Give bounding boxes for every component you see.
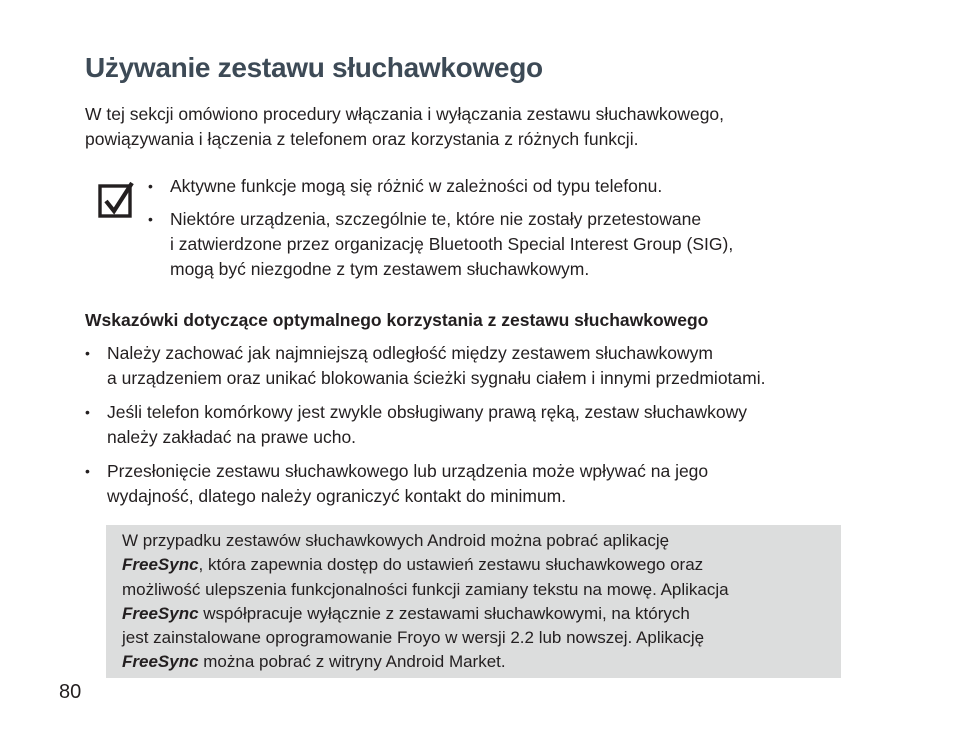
note-list <box>148 174 868 282</box>
info-line: FreeSync można pobrać z witryny Android Market. <box>122 652 506 672</box>
check-box-icon <box>98 180 134 218</box>
intro-line: W tej sekcji omówiono procedury włączania i wyłączania zestawu słuchawkowego, <box>85 104 725 124</box>
intro-paragraph <box>85 102 885 152</box>
tips-heading: Wskazówki dotyczące optymalnego korzystania z zestawu słuchawkowego <box>85 310 709 330</box>
freesync-brand: FreeSync <box>122 652 199 672</box>
freesync-brand: FreeSync <box>122 555 199 575</box>
freesync-brand: FreeSync <box>122 603 199 623</box>
tip-item: • Jeśli telefon komórkowy jest zwykle obsługiwany prawą ręką, zestaw słuchawkowy należy zakładać na prawe ucho. <box>85 400 885 450</box>
tip-item: • Przesłonięcie zestawu słuchawkowego lub urządzenia może wpływać na jego wydajność, dlatego należy ograniczyć kontakt do minimum. <box>85 459 885 509</box>
info-line: możliwość ulepszenia funkcjonalności funkcji zamiany tekstu na mowę. Aplikacja <box>122 579 729 599</box>
info-line: FreeSync współpracuje wyłącznie z zestawami słuchawkowymi, na których <box>122 603 690 623</box>
info-line: FreeSync, która zapewnia dostęp do ustawień zestawu słuchawkowego oraz <box>122 555 704 575</box>
note-item: • Aktywne funkcje mogą się różnić w zależności od typu telefonu. <box>148 174 868 199</box>
info-line: W przypadku zestawów słuchawkowych Android można pobrać aplikację <box>122 531 670 550</box>
freesync-info-box <box>106 525 841 678</box>
info-line: jest zainstalowane oprogramowanie Froyo w wersji 2.2 lub nowszej. Aplikację <box>122 628 705 648</box>
page-number: 80 <box>59 681 82 703</box>
tips-list <box>85 341 885 509</box>
page-title: Używanie zestawu słuchawkowego <box>85 52 543 83</box>
note-item: • Niektóre urządzenia, szczególnie te, które nie zostały przetestowane i zatwierdzone przez organizację Bluetooth Special Interest Group (SIG), mogą być niezgodne z tym zestawem słuchawkowym. <box>148 207 868 282</box>
intro-line: powiązywania i łączenia z telefonem oraz korzystania z różnych funkcji. <box>85 129 639 149</box>
tip-item: • Należy zachować jak najmniejszą odległość między zestawem słuchawkowym a urządzeniem oraz unikać blokowania ścieżki sygnału ciałem i innymi przedmiotami. <box>85 341 885 391</box>
